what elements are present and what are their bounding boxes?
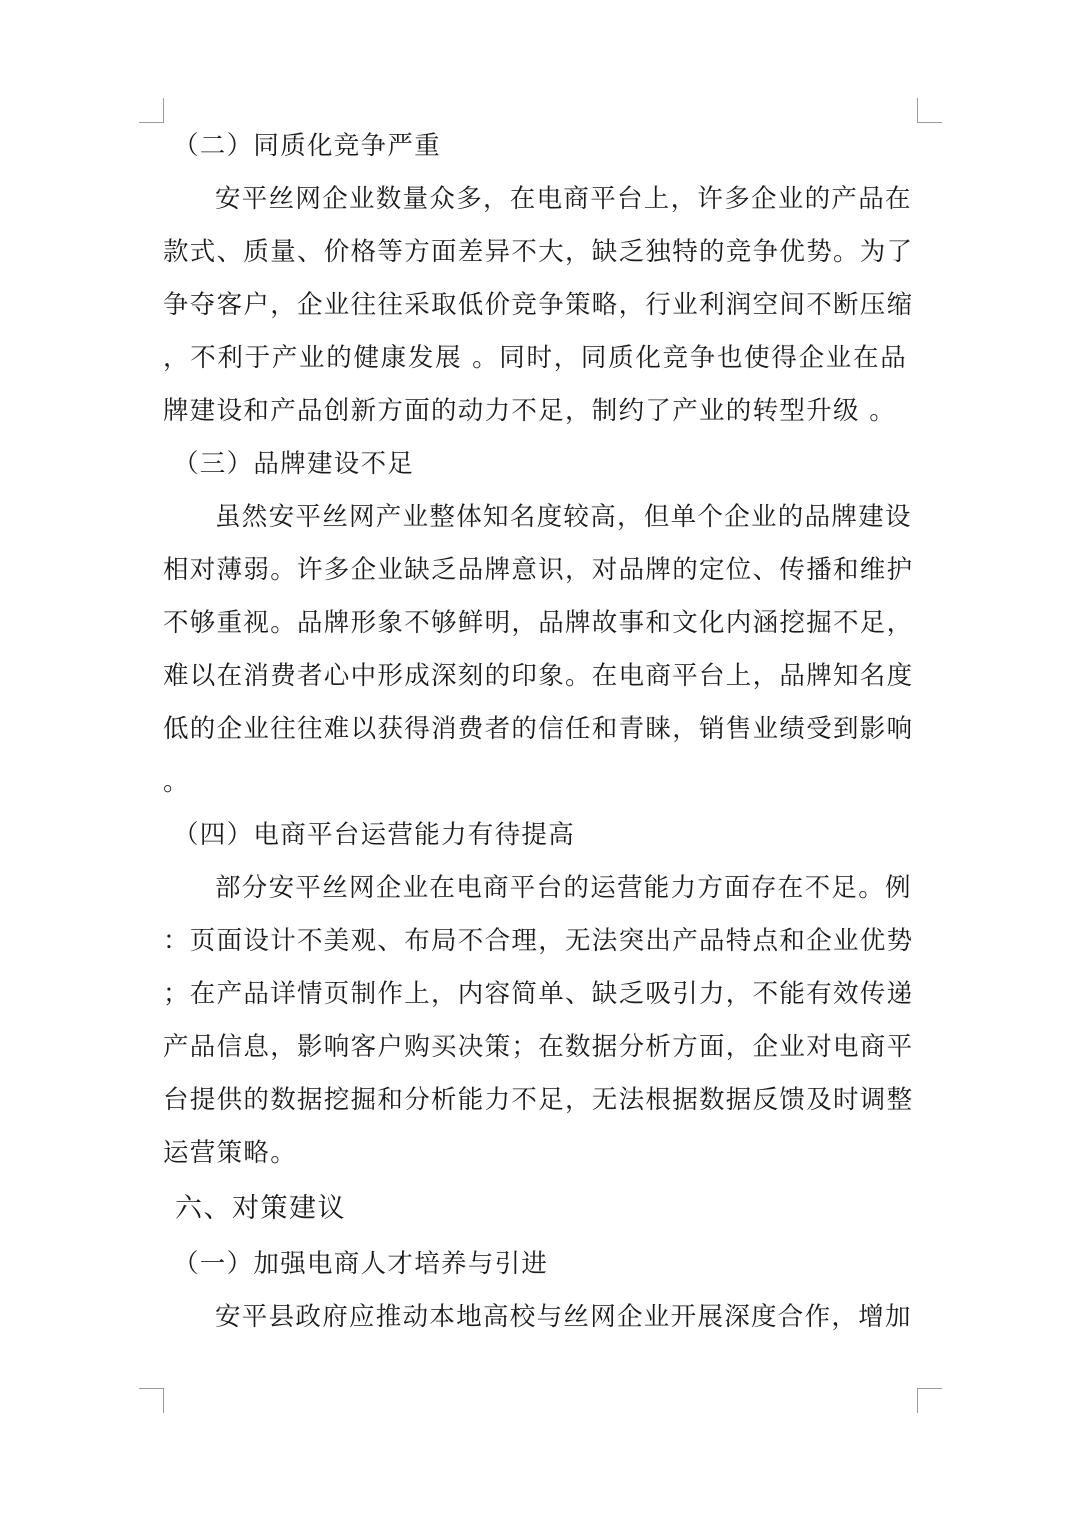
crop-mark-top-left	[139, 98, 164, 123]
paragraph-line: 安平丝网企业数量众多，在电商平台上，许多企业的产品在	[215, 184, 912, 214]
paragraph-line: ，不利于产业的健康发展 。同时，同质化竞争也使得企业在品	[163, 343, 907, 373]
paragraph-line: 安平县政府应推动本地高校与丝网企业开展深度合作，增加	[215, 1302, 912, 1332]
paragraph-line: 争夺客户，企业往往采取低价竞争策略，行业利润空间不断压缩	[163, 290, 914, 320]
subheading-2: （二）同质化竞争严重	[173, 131, 442, 161]
paragraph-line: 部分安平丝网企业在电商平台的运营能力方面存在不足。例	[215, 873, 912, 903]
paragraph-line: 款式、质量、价格等方面差异不大，缺乏独特的竞争优势。为了	[163, 237, 914, 267]
crop-mark-bottom-left	[139, 1388, 164, 1413]
crop-mark-top-right	[917, 98, 942, 123]
paragraph-line: 低的企业往往难以获得消费者的信任和青睐，销售业绩受到影响	[163, 714, 914, 744]
crop-mark-bottom-right	[917, 1388, 942, 1413]
paragraph-line: 运营策略。	[163, 1138, 298, 1168]
paragraph-line: 台提供的数据挖掘和分析能力不足，无法根据数据反馈及时调整	[163, 1085, 914, 1115]
paragraph-line: 虽然安平丝网产业整体知名度较高，但单个企业的品牌建设	[215, 502, 912, 532]
subheading-3: （三）品牌建设不足	[173, 449, 415, 479]
paragraph-line: 难以在消费者心中形成深刻的印象。在电商平台上，品牌知名度	[163, 661, 914, 691]
document-body	[163, 120, 914, 1344]
subheading-4: （四）电商平台运营能力有待提高	[173, 820, 576, 850]
paragraph-line: 相对薄弱。许多企业缺乏品牌意识，对品牌的定位、传播和维护	[163, 555, 914, 585]
paragraph-line: ：页面设计不美观、布局不合理，无法突出产品特点和企业优势	[163, 926, 914, 956]
subheading-1: （一）加强电商人才培养与引进	[173, 1249, 549, 1279]
paragraph-line: 牌建设和产品创新方面的动力不足，制约了产业的转型升级 。	[163, 396, 897, 426]
paragraph-line: 产品信息，影响客户购买决策；在数据分析方面，企业对电商平	[163, 1032, 914, 1062]
paragraph-line: 不够重视。品牌形象不够鲜明，品牌故事和文化内涵挖掘不足，	[163, 608, 914, 638]
paragraph-line: ；在产品详情页制作上，内容简单、缺乏吸引力，不能有效传递	[163, 979, 914, 1009]
paragraph-line: 。	[163, 767, 190, 797]
section-heading-6: 六、对策建议	[175, 1193, 346, 1224]
